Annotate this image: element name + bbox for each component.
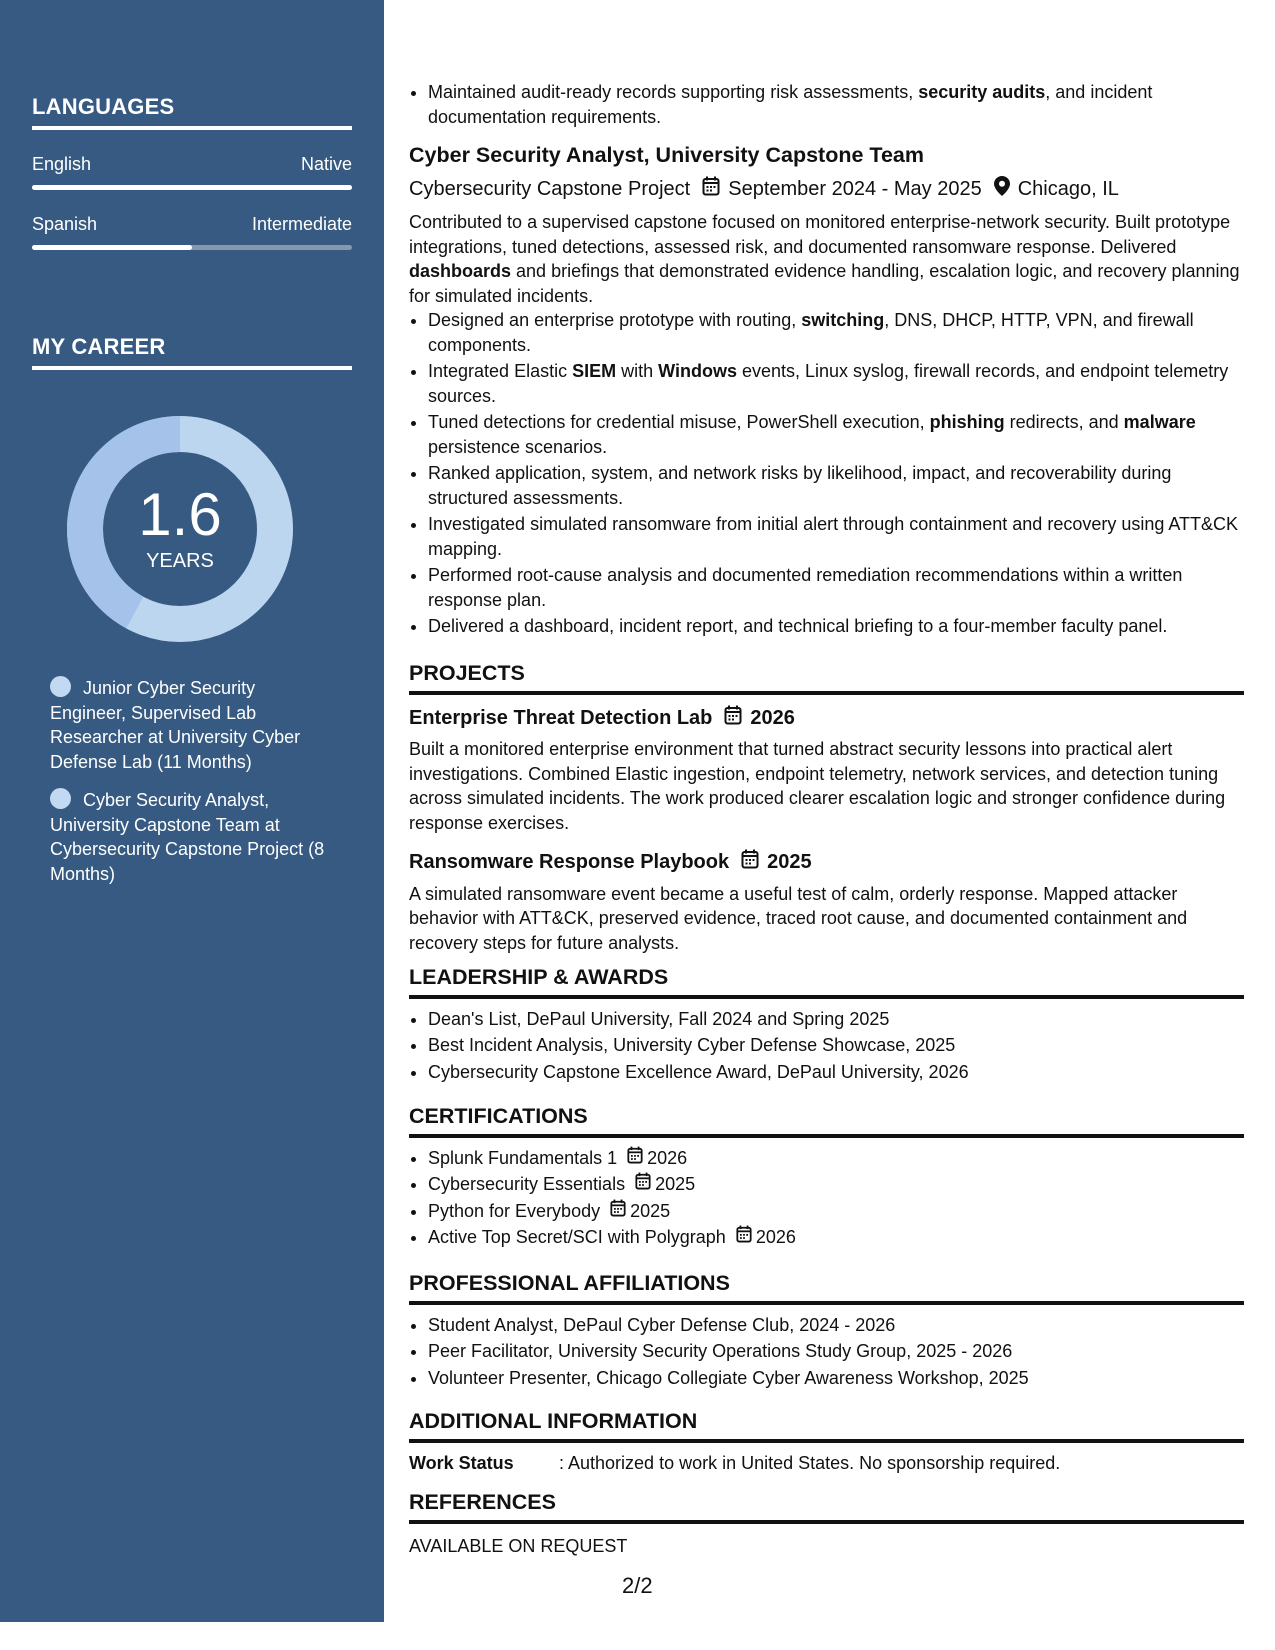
- language-proficiency-fill: [32, 185, 352, 190]
- location-pin-icon: [994, 176, 1010, 203]
- affiliations-heading: PROFESSIONAL AFFILIATIONS: [409, 1271, 1244, 1305]
- certifications-section: [409, 1104, 1244, 1252]
- prev-job-bullets: [409, 80, 1263, 131]
- job-entry: [409, 143, 1244, 641]
- awards-list: [409, 1007, 1244, 1085]
- calendar-icon: [627, 1146, 643, 1171]
- references-heading: REFERENCES: [409, 1490, 1244, 1524]
- award-item: • Dean's List, DePaul University, Fall 2024 and Spring 2025: [428, 1007, 1244, 1032]
- project-description: A simulated ransomware event became a useful test of calm, orderly response. Mapped attacker behavior with ATT&CK, preserved evidence, traced root cause, and documented containment and recovery steps for future analysts.: [409, 883, 1188, 953]
- bullet-item: • Investigated simulated ransomware from initial alert through containment and recovery using ATT&CK mapping.: [428, 512, 1244, 561]
- language-level: Native: [300, 154, 352, 174]
- additional-info-section: [409, 1409, 1244, 1475]
- career-item: Cyber Security Analyst, University Capstone Team at Cybersecurity Capstone Project (8 Months): [50, 790, 325, 884]
- affiliation-item: • Student Analyst, DePaul Cyber Defense Club, 2024 - 2026: [428, 1313, 1244, 1338]
- certification-item: • Cybersecurity Essentials 2025: [428, 1172, 1244, 1197]
- career-heading: MY CAREER: [32, 334, 352, 370]
- language-level: Intermediate: [251, 214, 352, 234]
- affiliations-section: [409, 1271, 1244, 1392]
- award-item: • Cybersecurity Capstone Excellence Award, DePaul University, 2026: [428, 1060, 1244, 1085]
- career-section: [32, 334, 352, 370]
- career-item: Junior Cyber Security Engineer, Supervised Lab Researcher at University Cyber Defense Lab (11 Months): [50, 678, 301, 772]
- project-item: [409, 849, 1244, 955]
- certification-item: • Active Top Secret/SCI with Polygraph 2026: [428, 1225, 1244, 1250]
- languages-heading: LANGUAGES: [32, 94, 352, 130]
- career-bullet-dot: [50, 676, 71, 697]
- language-proficiency-bar: [32, 245, 352, 250]
- job-title: Cyber Security Analyst, University Capstone Team: [409, 143, 924, 167]
- certifications-list: [409, 1146, 1244, 1250]
- additional-info-heading: ADDITIONAL INFORMATION: [409, 1409, 1244, 1443]
- job-dates: September 2024 - May 2025: [728, 177, 982, 200]
- career-years-value: 1.6: [138, 481, 222, 548]
- language-proficiency-bar: [32, 185, 352, 190]
- bullet-item: • Maintained audit-ready records supporting risk assessments, security audits, and incident documentation requirements.: [428, 80, 1263, 129]
- career-years-unit: YEARS: [146, 550, 214, 572]
- projects-section: [409, 661, 1244, 955]
- career-bullet-dot: [50, 788, 71, 809]
- calendar-icon: [741, 849, 759, 876]
- awards-section: [409, 965, 1244, 1086]
- award-item: • Best Incident Analysis, University Cyber Defense Showcase, 2025: [428, 1033, 1244, 1058]
- certification-item: • Splunk Fundamentals 1 2026: [428, 1146, 1244, 1171]
- project-year: 2026: [750, 706, 795, 729]
- calendar-icon: [702, 176, 720, 203]
- job-meta: [409, 176, 1244, 203]
- sidebar: [0, 0, 384, 1622]
- bullet-item: • Delivered a dashboard, incident report, and technical briefing to a four-member faculty panel.: [428, 614, 1244, 639]
- awards-heading: LEADERSHIP & AWARDS: [409, 965, 1244, 999]
- projects-heading: PROJECTS: [409, 661, 1244, 695]
- page-number: 2/2: [622, 1573, 653, 1598]
- language-name: Spanish: [32, 214, 98, 234]
- project-year: 2025: [767, 851, 812, 873]
- work-status-label: Work Status: [409, 1452, 514, 1473]
- calendar-icon: [736, 1225, 752, 1250]
- calendar-icon: [610, 1199, 626, 1224]
- bullet-item: • Ranked application, system, and network risks by likelihood, impact, and recoverability during structured assessments.: [428, 461, 1244, 510]
- project-description: Built a monitored enterprise environment that turned abstract security lessons into practical alert investigations. Combined Elastic ingestion, endpoint telemetry, network services, and detection tuning across simulated incidents. The work produced clearer escalation logic and stronger confidence during response exercises.: [409, 739, 1226, 833]
- bullet-item: • Performed root-cause analysis and documented remediation recommendations within a written response plan.: [428, 563, 1244, 612]
- language-item-english: [32, 154, 352, 190]
- certification-item: • Python for Everybody 2025: [428, 1199, 1244, 1224]
- bullet-item: • Designed an enterprise prototype with routing, switching, DNS, DHCP, HTTP, VPN, and firewall components.: [428, 308, 1244, 357]
- language-name: English: [32, 154, 92, 174]
- career-donut-chart: [66, 415, 294, 643]
- calendar-icon: [635, 1172, 651, 1197]
- affiliation-item: • Peer Facilitator, University Security Operations Study Group, 2025 - 2026: [428, 1339, 1244, 1364]
- language-item-spanish: [32, 214, 352, 250]
- project-title: Ransomware Response Playbook: [409, 851, 730, 873]
- project-item: [409, 705, 1244, 836]
- certifications-heading: CERTIFICATIONS: [409, 1104, 1244, 1138]
- languages-section: [32, 94, 352, 250]
- career-list: [50, 676, 330, 900]
- bullet-item: • Tuned detections for credential misuse, PowerShell execution, phishing redirects, and malware persistence scenarios.: [428, 410, 1244, 459]
- affiliation-item: • Volunteer Presenter, Chicago Collegiate Cyber Awareness Workshop, 2025: [428, 1366, 1244, 1391]
- job-org: Cybersecurity Capstone Project: [409, 177, 691, 200]
- references-section: [409, 1490, 1244, 1558]
- project-title: Enterprise Threat Detection Lab: [409, 706, 713, 729]
- job-location: Chicago, IL: [1017, 177, 1119, 200]
- work-status-value: : Authorized to work in United States. No sponsorship required.: [559, 1452, 1061, 1473]
- language-proficiency-fill: [32, 245, 192, 250]
- affiliations-list: [409, 1313, 1244, 1391]
- work-status-row: [409, 1451, 1244, 1476]
- bullet-item: • Integrated Elastic SIEM with Windows events, Linux syslog, firewall records, and endpoint telemetry sources.: [428, 359, 1244, 408]
- job-bullets: [409, 308, 1244, 639]
- references-text: AVAILABLE ON REQUEST: [409, 1535, 628, 1556]
- job-summary: Contributed to a supervised capstone focused on monitored enterprise-network security. Built prototype integrations, tuned detections, assessed risk, and documented ransomware response. Delivered dashboards and briefings that demonstrated evidence handling, escalation logic, and recovery planning for simulated incidents.: [409, 212, 1240, 306]
- calendar-icon: [724, 705, 742, 732]
